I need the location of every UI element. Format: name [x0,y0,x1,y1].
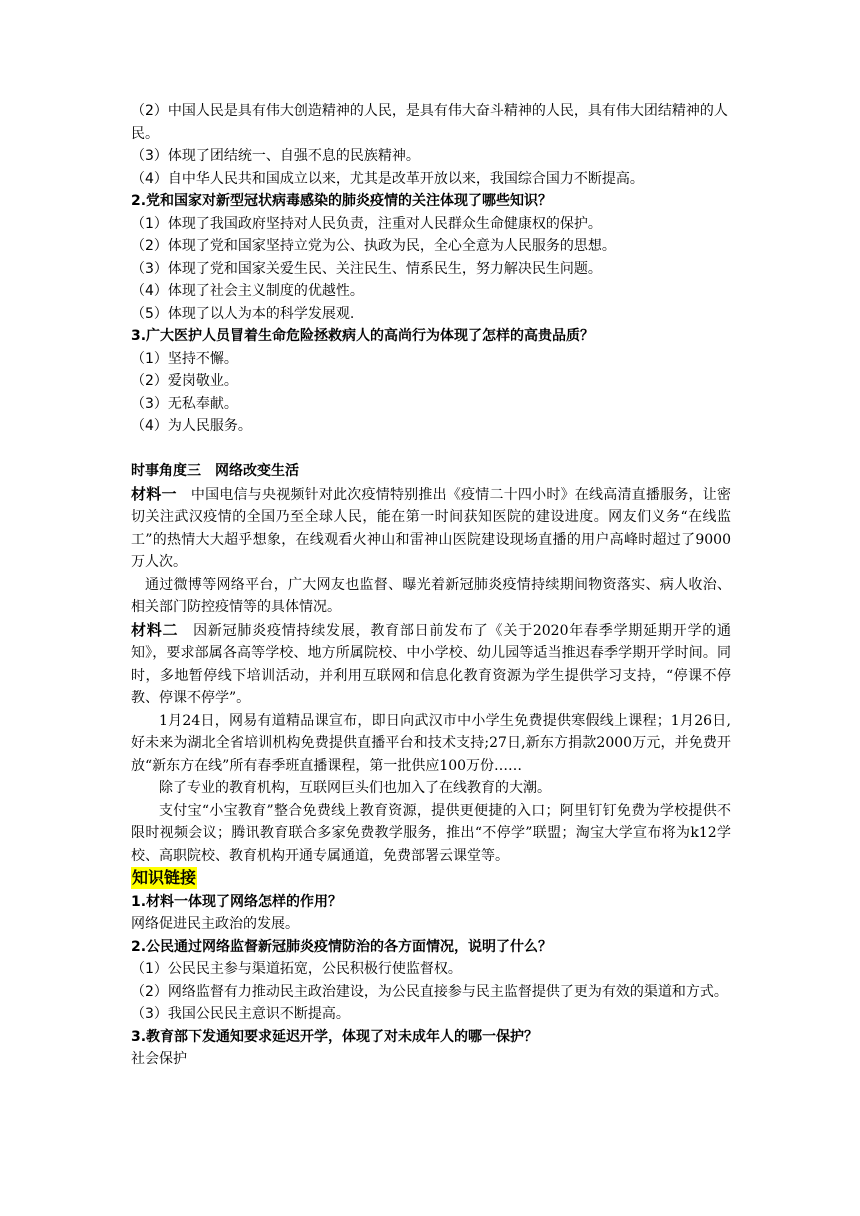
answer-text: 网络促进民主政治的发展。 [131,916,299,932]
answer-list-k2 [131,958,731,1026]
answer-list-q2 [131,213,731,326]
answer-item: （1）坚持不懈。 [131,350,238,367]
question-title: 1.材料一体现了网络怎样的作用？ [131,893,343,910]
answer-list-q3 [131,348,731,438]
material-paragraph: 除了专业的教育机构，互联网巨头们也加入了在线教育的大潮。 [159,780,551,796]
answer-item: （4）为人民服务。 [131,418,252,434]
answer-item: （3）体现了党和国家关爱生民、关注民生、情系民生，努力解决民生问题。 [131,260,602,277]
material-label: 材料一 [131,484,177,503]
answer-item: （2）中国人民是具有伟大创造精神的人民，是具有伟大奋斗精神的人民，具有伟大团结精神的人民。 [131,103,728,142]
material-1 [131,483,731,574]
answer-text: 社会保护 [131,1051,187,1067]
material-paragraph: 支付宝“小宝教育”整合免费线上教育资源，提供更便捷的入口；阿里钉钉免费为学校提供不限时视频会议；腾讯教育联合多家免费教学服务，推出“不停学”联盟；淘宝大学宣布将为k12学校、高职院校、教育机构开通专属通道，免费部署云课堂等。 [131,802,731,864]
answer-item: （3）我国公民民主意识不断提高。 [131,1006,350,1022]
answer-item: （1）公民民主参与渠道拓宽，公民积极行使监督权。 [131,961,462,977]
material-2 [131,619,731,710]
question-title: 3.广大医护人员冒着生命危险拯救病人的高尚行为体现了怎样的高贵品质？ [131,328,595,344]
answer-item: （2）爱岗敬业。 [131,373,238,389]
answer-list-part1 [131,100,731,190]
answer-item: （1）体现了我国政府坚持对人民负责，注重对人民群众生命健康权的保护。 [131,215,602,232]
section-heading: 时事角度三 网络改变生活 [131,463,299,479]
material-text: 因新冠肺炎疫情持续发展，教育部日前发布了《关于2020年春季学期延期开学的通知》，要求部属各高等学校、地方所属院校、中小学校、幼儿园等适当推迟春季学期开学时间。同时，多地暂停线下培训活动，并利用互联网和信息化教育资源为学生提供学习支持，“停课不停教、停课不停学”。 [131,622,731,706]
answer-item: （3）体现了团结统一、自强不息的民族精神。 [131,148,420,164]
material-text: 中国电信与央视频针对此次疫情特别推出《疫情二十四小时》在线高清直播服务，让密切关注武汉疫情的全国乃至全球人民，能在第一时间获知医院的建设进度。网友们义务“在线监工”的热情大大超乎想象，在线观看火神山和雷神山医院建设现场直播的用户高峰时超过了9000万人次。 [131,486,731,570]
question-title: 3.教育部下发通知要求延迟开学，体现了对未成年人的哪一保护？ [131,1028,539,1045]
knowledge-link-row [131,867,731,891]
document-page [131,100,731,1071]
spacer [131,438,731,461]
answer-item: （2）体现了党和国家坚持立党为公、执政为民，全心全意为人民服务的思想。 [131,238,616,254]
answer-item: （2）网络监督有力推动民主政治建设，为公民直接参与民主监督提供了更为有效的渠道和方式。 [131,983,728,1000]
answer-item: （3）无私奉献。 [131,395,238,412]
material-paragraph: 通过微博等网络平台，广大网友也监督、曝光着新冠肺炎疫情持续期间物资落实、病人收治、相关部门防控疫情等的具体情况。 [131,576,731,615]
material-paragraph: 1月24日，网易有道精品课宣布，即日向武汉市中小学生免费提供寒假线上课程；1月26日,好未来为湖北全省培训机构免费提供直播平台和技术支持;27日,新东方捐款2000万元，并免费开放“新东方在线”所有春季班直播课程，第一批供应100万份…… [131,712,731,774]
question-title: 2.公民通过网络监督新冠肺炎疫情防治的各方面情况，说明了什么？ [131,938,553,955]
answer-item: （5）体现了以人为本的科学发展观. [131,305,355,322]
material-label: 材料二 [131,620,179,639]
knowledge-link-label: 知识链接 [132,868,197,887]
answer-item: （4）体现了社会主义制度的优越性。 [131,283,364,299]
question-title: 2.党和国家对新型冠状病毒感染的肺炎疫情的关注体现了哪些知识？ [131,193,553,209]
answer-item: （4）自中华人民共和国成立以来，尤其是改革开放以来，我国综合国力不断提高。 [131,170,644,187]
